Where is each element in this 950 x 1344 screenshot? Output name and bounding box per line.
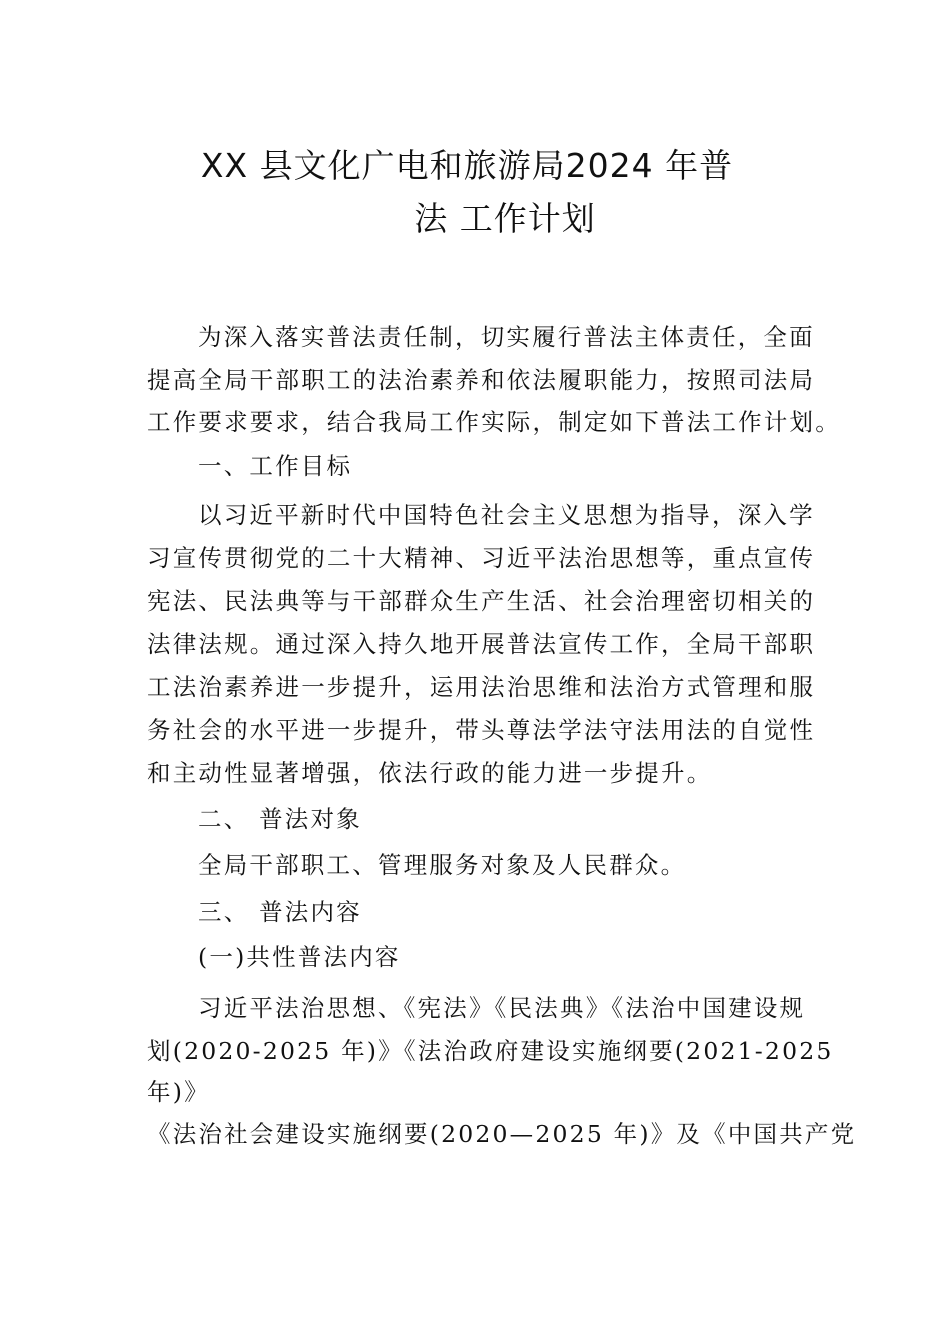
document-title-line-2: 法 工作计划: [414, 199, 596, 238]
section-heading-audience: 二、 普法对象: [198, 805, 362, 833]
document-title-line-1: XX 县文化广电和旅游局2024 年普: [200, 146, 734, 185]
subsection-heading: (一)共性普法内容: [198, 943, 401, 971]
body-line: 提高全局干部职工的法治素养和依法履职能力，按照司法局: [147, 366, 816, 394]
body-line: 工作要求要求，结合我局工作实际，制定如下普法工作计划。: [147, 408, 841, 436]
body-line: 宪法、民法典等与干部群众生产生活、社会治理密切相关的: [147, 587, 816, 615]
body-line: 务社会的水平进一步提升，带头尊法学法守法用法的自觉性: [147, 716, 816, 744]
body-line: 和主动性显著增强，依法行政的能力进一步提升。: [147, 759, 713, 787]
section-heading-content: 三、 普法内容: [198, 898, 362, 926]
body-line: 工法治素养进一步提升，运用法治思维和法治方式管理和服: [147, 673, 816, 701]
body-line: 法律法规。通过深入持久地开展普法宣传工作，全局干部职: [147, 630, 816, 658]
body-line: 划(2020-2025 年)》《法治政府建设实施纲要(2021-2025: [147, 1037, 834, 1065]
body-line: 习宣传贯彻党的二十大精神、习近平法治思想等，重点宣传: [147, 544, 816, 572]
body-line: 以习近平新时代中国特色社会主义思想为指导，深入学: [198, 501, 815, 529]
body-line: 习近平法治思想、《宪法》《民法典》《法治中国建设规: [198, 994, 806, 1022]
body-line: 《法治社会建设实施纲要(2020—2025 年)》及《中国共产党: [147, 1120, 857, 1148]
body-line: 全局干部职工、管理服务对象及人民群众。: [198, 851, 687, 879]
body-line: 为深入落实普法责任制，切实履行普法主体责任，全面: [198, 323, 815, 351]
section-heading-goals: 一、工作目标: [198, 452, 353, 480]
body-line: 年)》: [147, 1078, 210, 1106]
